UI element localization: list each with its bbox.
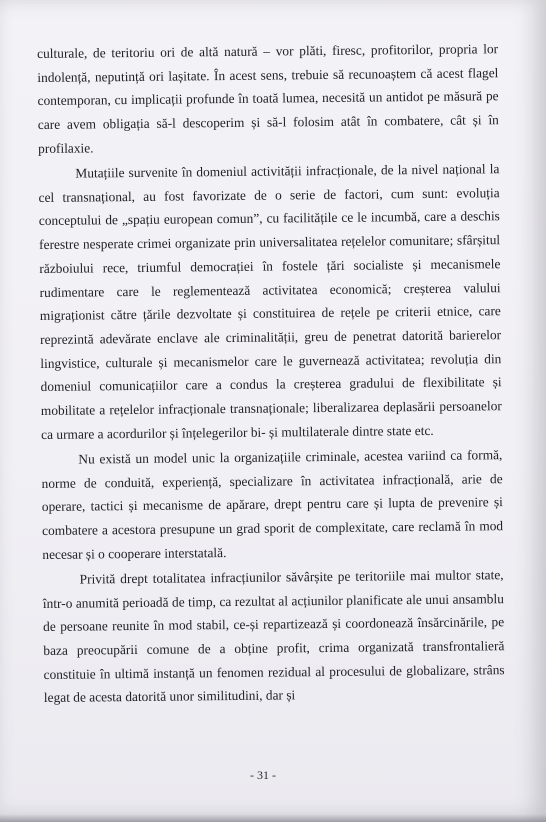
paragraph-continuation: culturale, de teritoriu ori de altă natură – vor plăti, firesc, profitorilor, propria lor indolență, neputință ori lașitate. În acest sens, trebuie să recunoaștem că acest flagel contemporan, cu implicații profunde în toată lumea, necesită un antidot pe măsură pe care avem obligația să-l descoperim și să-l folosim atât în combatere, cât și în profilaxie. <box>37 41 499 156</box>
body-text <box>37 37 505 711</box>
paragraph-definition: Privită drept totalitatea infracțiunilor săvârșite pe teritoriile mai multor state, într-o anumită perioadă de timp, ca rezultat al acțiunilor planificate ale unui ansamblu de persoane reunite în mod stabil, ce-și repartizează și coordonează însărcinările, pe baza preocupării comune de a obține profit, crima organizată transfrontalieră constituie în ultimă instanță un fenomen rezidual al procesului de globalizare, strâns legat de acesta datorită unor similitudini, dar și <box>42 567 505 706</box>
paragraph-mutations: Mutațiile survenite în domeniul activității infracționale, de la nivel național la cel transnațional, au fost favorizate de o serie de factori, cum sunt: evoluția conceptului de „spațiu european comun”, cu facilitățile ce le incumbă, care a deschis ferestre nesperate crimei organizate prin universalitatea rețelelor comunitare; sfârșitul războiului rece, triumful democrației în fostele țări socialiste și mecanismele rudimentare care le reglementează activitatea economică; creșterea valului migraționist către țările dezvoltate și constituirea de rețele pe criterii etnice, care reprezintă adevărate enclave ale criminalității, greu de penetrat datorită barierelor lingvistice, culturale și mecanismelor care le guvernează activitatea; revoluția din domeniul comunicațiilor care a condus la creșterea gradului de flexibilitate și mobilitate a rețelelor infracționale transnaționale; liberalizarea deplasării persoanelor ca urmare a acordurilor și înțelegerilor bi- și multilaterale dintre state etc. <box>38 161 502 442</box>
page-edge-shadow <box>0 814 546 822</box>
paragraph-no-unique-model: Nu există un model unic la organizațiile criminale, acestea variind ca formă, norme de conduită, experiență, specializare în activitatea infracțională, arie de operare, tactici și mecanisme de apărare, drept pentru care și lupta de prevenire și combatere a acestora presupune un grad sporit de complexitate, care reclamă în mod necesar și o cooperare interstatală. <box>41 447 504 562</box>
page-number: - 31 - <box>250 768 276 782</box>
